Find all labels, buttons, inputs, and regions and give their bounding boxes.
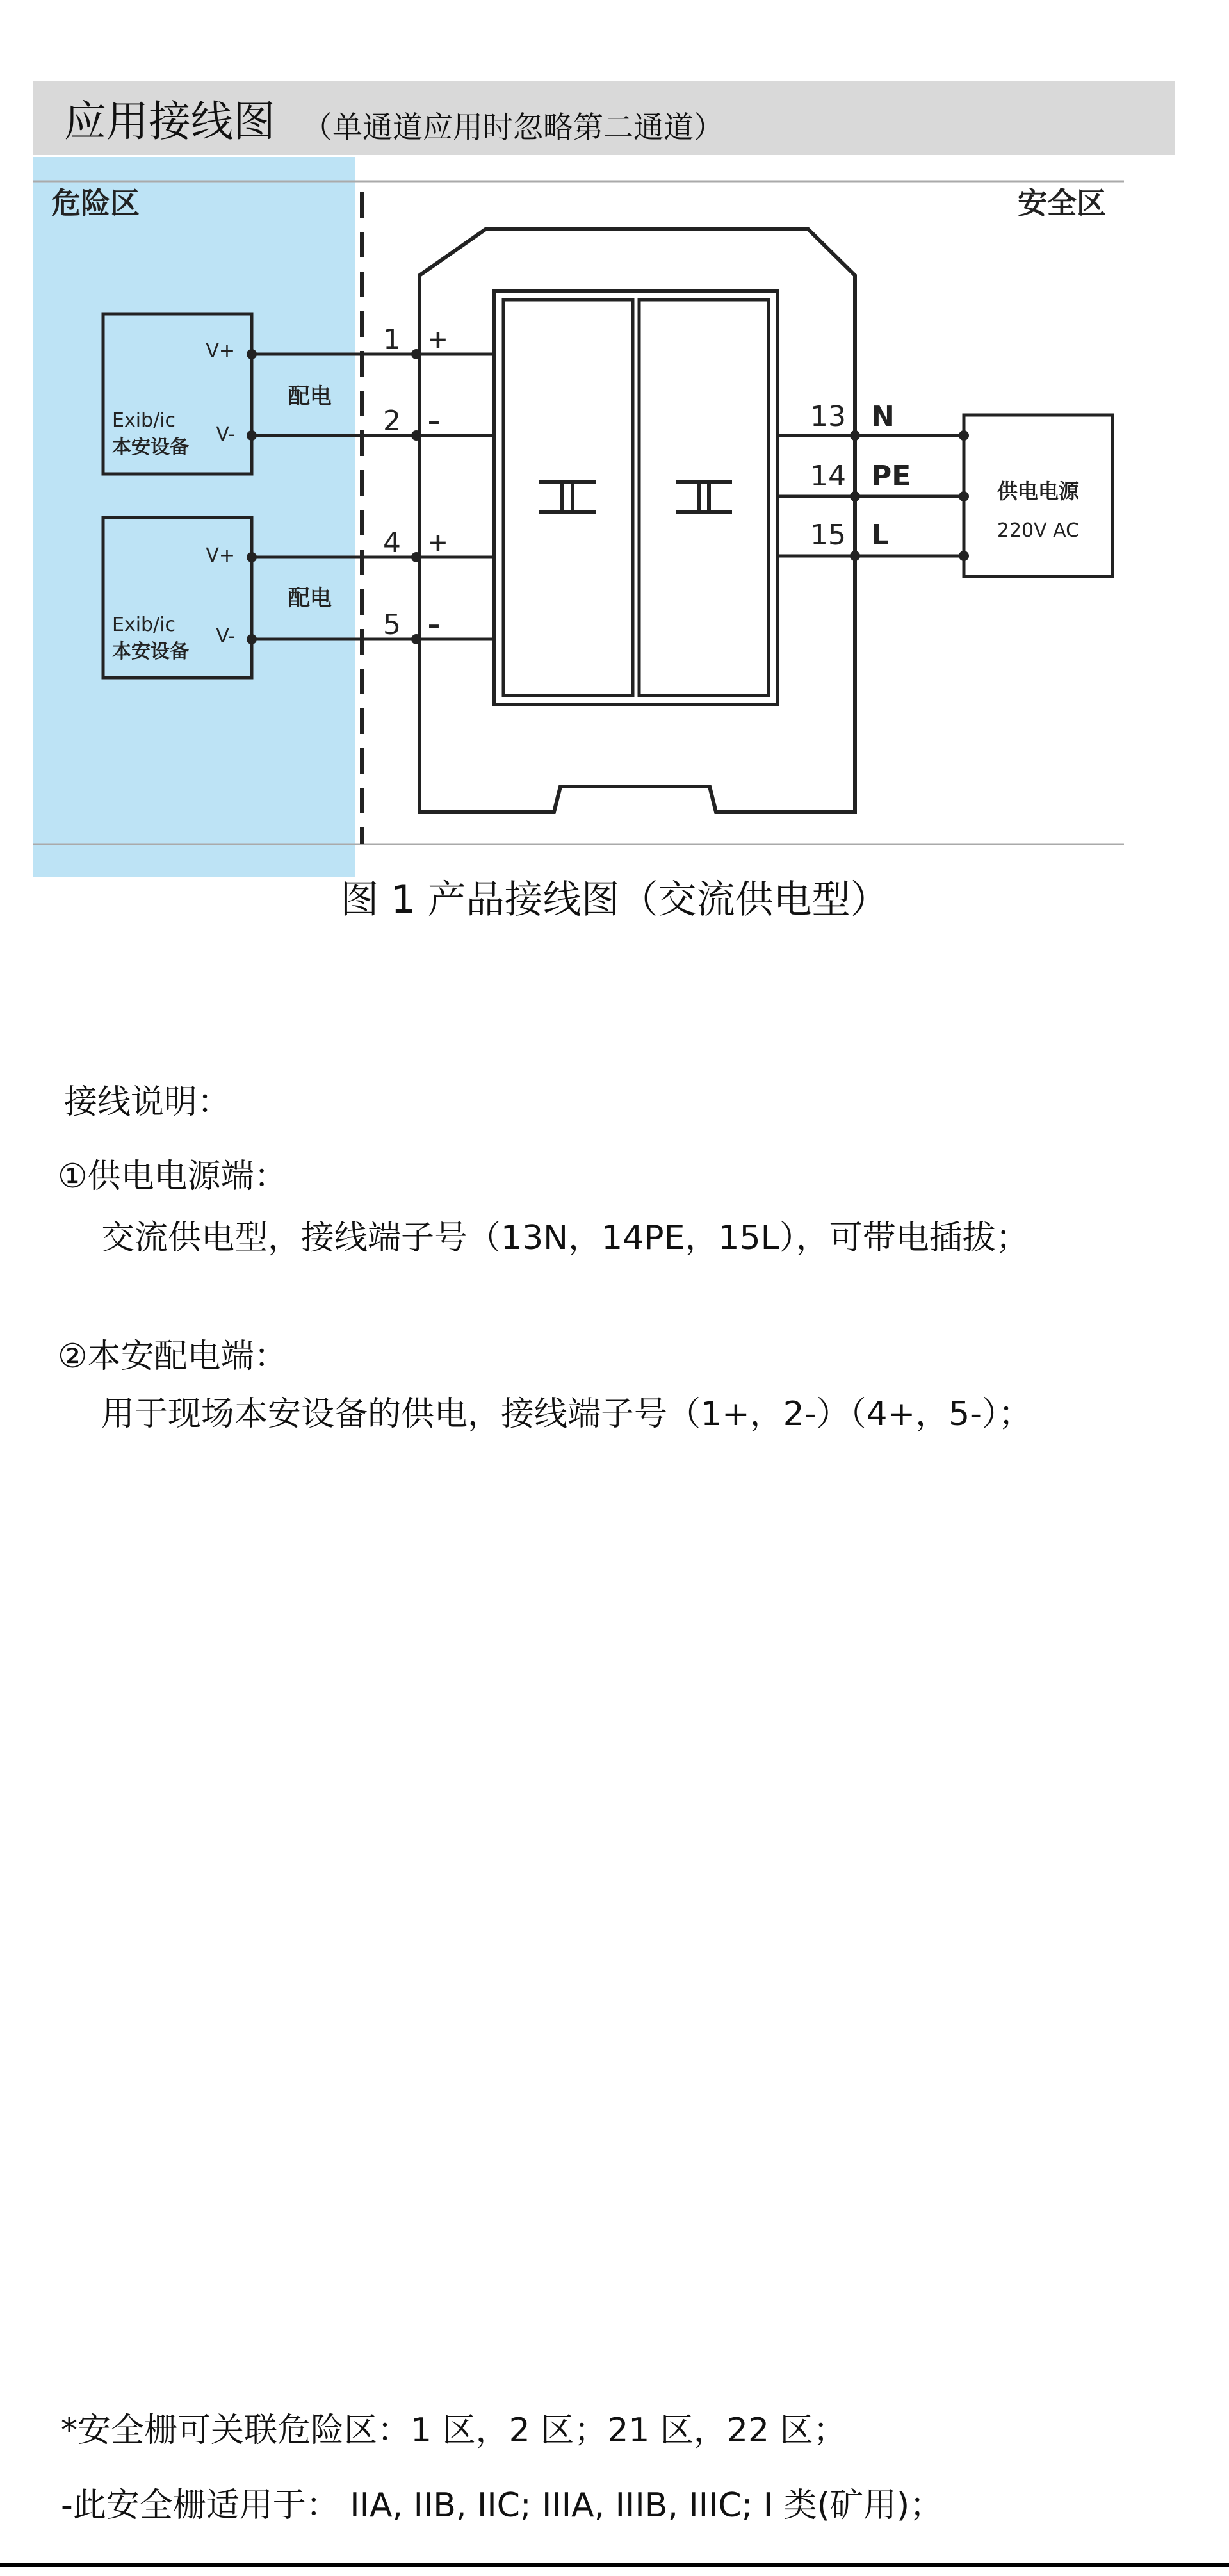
note-2-title: ②本安配电端： [58, 1337, 288, 1376]
hazard-zone-label: 危险区 [51, 186, 140, 220]
terminal-number: 2 [383, 405, 401, 437]
terminal-number: 15 [810, 519, 846, 551]
terminal-number: 1 [383, 323, 401, 356]
output-terminal-numbers [810, 400, 846, 551]
wiring-diagram [0, 0, 1229, 884]
terminal-label: N [871, 400, 895, 433]
terminal-number: 4 [383, 526, 401, 559]
polarity-mark: – [428, 407, 440, 435]
terminal-number: 13 [810, 400, 846, 433]
applicability-note: -此安全栅适用于： IIA, IIB, IIC; IIIA, IIIB, IIIC; I 类(矿用)； [61, 2486, 943, 2525]
v-plus-label: V+ [206, 544, 235, 567]
distribution-label-1: 配电 [288, 384, 332, 409]
device-type-label: Exib/ic [112, 614, 176, 636]
terminal-label: L [871, 519, 890, 551]
output-terminal-labels [871, 400, 911, 551]
device-type-label: Exib/ic [112, 409, 176, 432]
v-minus-label: V- [216, 625, 235, 648]
hazard-zones-note: *安全栅可关联危险区：1 区，2 区；21 区，22 区； [61, 2411, 847, 2450]
figure-caption: 图 1 产品接线图（交流供电型） [340, 877, 889, 922]
polarity-mark: + [428, 325, 448, 354]
terminal-number: 14 [810, 460, 846, 493]
polarity-mark: – [428, 610, 440, 639]
device-name-label: 本安设备 [112, 640, 189, 663]
power-supply-label: 供电电源 [997, 479, 1080, 503]
note-2-body: 用于现场本安设备的供电，接线端子号（1+，2-）（4+，5-）； [101, 1395, 1032, 1433]
section-title: 应用接线图 [64, 97, 275, 146]
page-divider [0, 2563, 1229, 2567]
power-supply [964, 415, 1112, 576]
distribution-label-2: 配电 [288, 585, 332, 611]
v-minus-label: V- [216, 423, 235, 446]
terminal-number: 5 [383, 608, 401, 641]
safe-zone-label: 安全区 [1018, 186, 1106, 220]
input-terminal-numbers [383, 323, 401, 641]
input-polarity [428, 325, 448, 639]
polarity-mark: + [428, 528, 448, 557]
notes-heading: 接线说明： [64, 1083, 231, 1121]
terminal-label: PE [871, 460, 911, 493]
section-subtitle: （单通道应用时忽略第二通道） [302, 110, 724, 145]
device-name-label: 本安设备 [112, 436, 189, 459]
power-supply-voltage: 220V AC [997, 519, 1080, 542]
barrier-module [494, 291, 777, 705]
v-plus-label: V+ [206, 340, 235, 363]
note-1-title: ①供电电源端： [58, 1157, 288, 1196]
note-1-body: 交流供电型，接线端子号（13N，14PE，15L），可带电插拔； [101, 1219, 1029, 1257]
